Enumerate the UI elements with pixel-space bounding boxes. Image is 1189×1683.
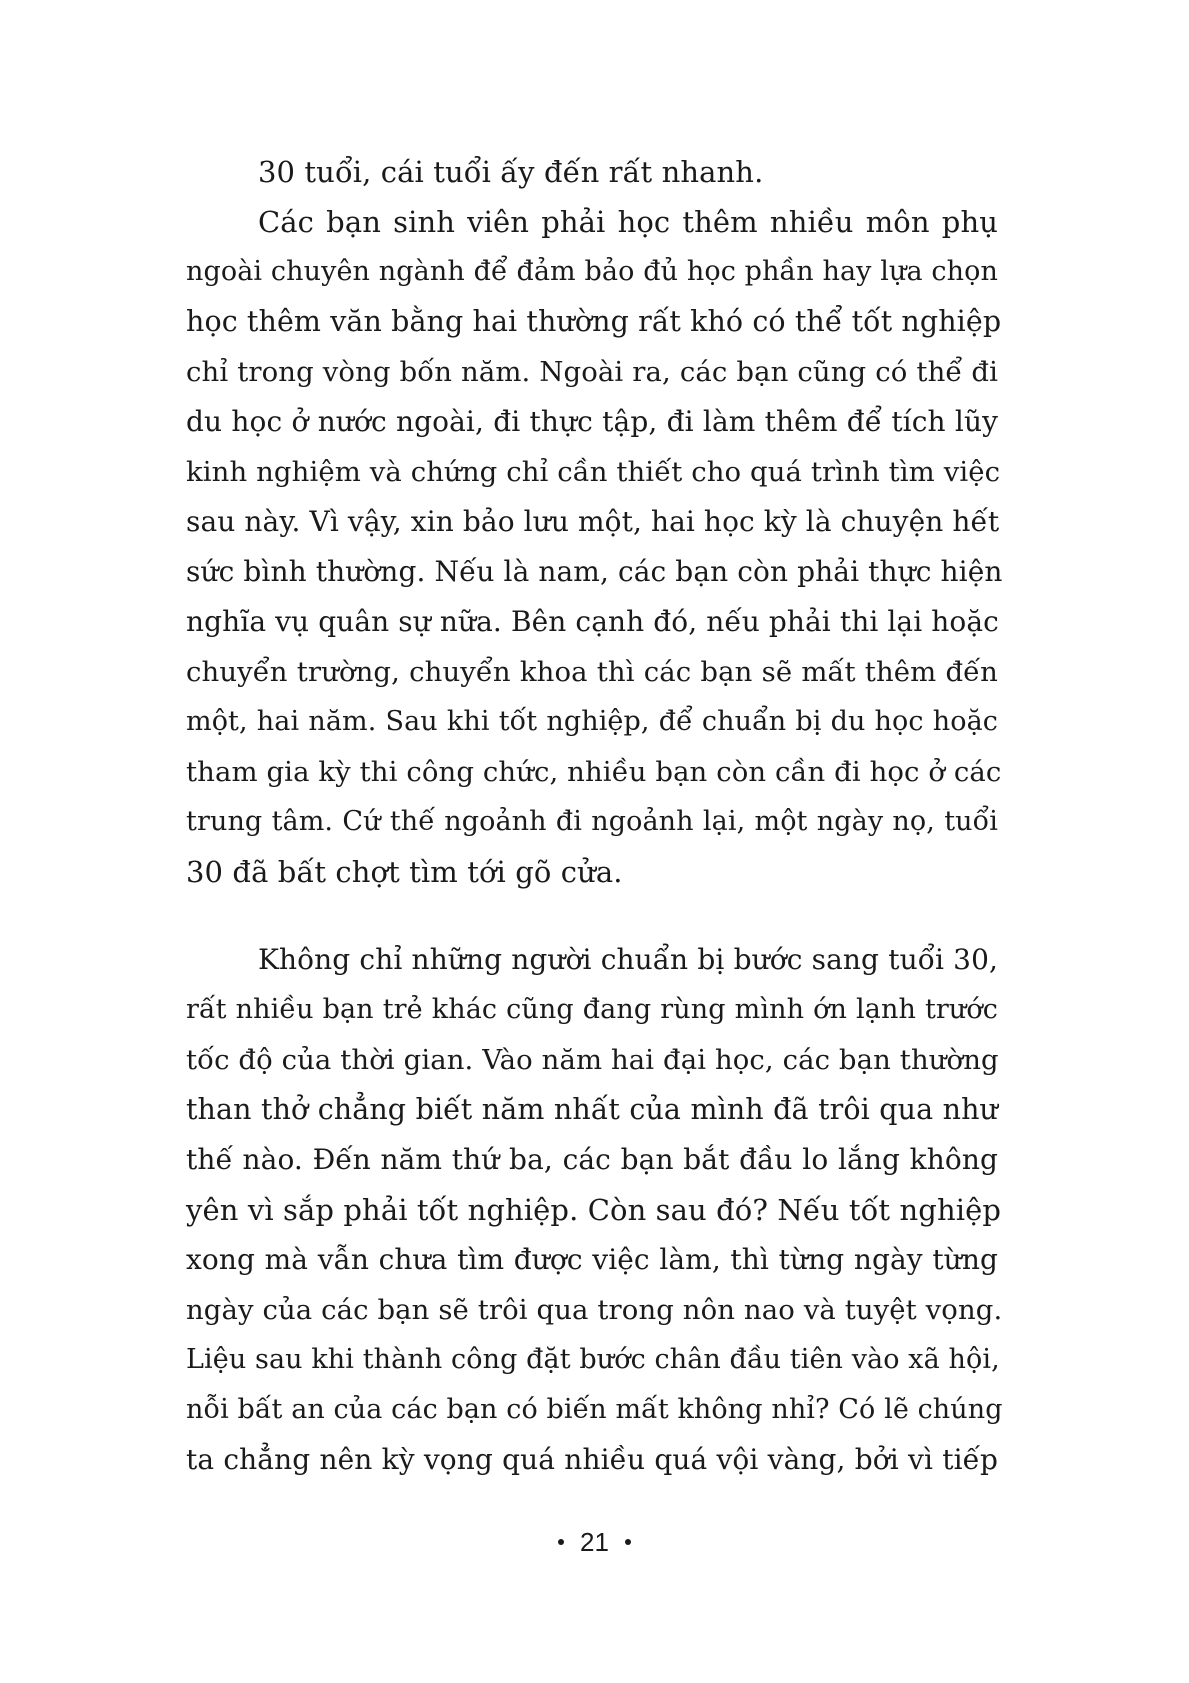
paragraph-2-line: sau này. Vì vậy, xin bảo lưu một, hai học kỳ là chuyện hết bbox=[186, 505, 1000, 538]
page-footer bbox=[0, 1522, 1189, 1562]
paragraph-2-line: nghĩa vụ quân sự nữa. Bên cạnh đó, nếu phải thi lại hoặc bbox=[186, 605, 999, 638]
paragraph-3-line: Không chỉ những người chuẩn bị bước sang tuổi 30, bbox=[258, 943, 998, 976]
paragraph-2-line: ngoài chuyên ngành để đảm bảo đủ học phần hay lựa chọn bbox=[186, 256, 998, 287]
paragraph-2-line: trung tâm. Cứ thế ngoảnh đi ngoảnh lại, một ngày nọ, tuổi bbox=[186, 806, 998, 837]
paragraph-2-line: sức bình thường. Nếu là nam, các bạn còn phải thực hiện bbox=[186, 555, 1003, 588]
paragraph-3-line: xong mà vẫn chưa tìm được việc làm, thì từng ngày từng bbox=[186, 1243, 998, 1276]
paragraph-2-line: du học ở nước ngoài, đi thực tập, đi làm thêm để tích lũy bbox=[186, 405, 998, 438]
bullet-dot-icon bbox=[625, 1539, 631, 1545]
page-number: 21 bbox=[580, 1527, 609, 1557]
paragraph-3-line: yên vì sắp phải tốt nghiệp. Còn sau đó? Nếu tốt nghiệp bbox=[186, 1193, 1002, 1227]
bullet-dot-icon bbox=[558, 1539, 564, 1545]
paragraph-2-line: 30 đã bất chợt tìm tới gõ cửa. bbox=[186, 855, 623, 889]
paragraph-3-line: than thở chẳng biết năm nhất của mình đã trôi qua như bbox=[186, 1093, 998, 1126]
paragraph-2-line: Các bạn sinh viên phải học thêm nhiều môn phụ bbox=[258, 205, 998, 239]
text-block-top bbox=[186, 147, 1003, 897]
paragraph-3-line: ngày của các bạn sẽ trôi qua trong nôn nao và tuyệt vọng. bbox=[186, 1294, 1003, 1326]
paragraph-3-line: tốc độ của thời gian. Vào năm hai đại học, các bạn thường bbox=[186, 1044, 999, 1076]
paragraph-3-line: Liệu sau khi thành công đặt bước chân đầu tiên vào xã hội, bbox=[186, 1344, 1000, 1375]
paragraph-1-line: 30 tuổi, cái tuổi ấy đến rất nhanh. bbox=[258, 155, 764, 189]
paragraph-3-line: nỗi bất an của các bạn có biến mất không nhỉ? Có lẽ chúng bbox=[186, 1394, 1003, 1425]
paragraph-2-line: kinh nghiệm và chứng chỉ cần thiết cho quá trình tìm việc bbox=[186, 456, 1001, 488]
paragraph-2-line: học thêm văn bằng hai thường rất khó có thể tốt nghiệp bbox=[186, 305, 1002, 338]
paragraph-2-line: một, hai năm. Sau khi tốt nghiệp, để chuẩn bị du học hoặc bbox=[186, 706, 998, 737]
paragraph-2-line: chỉ trong vòng bốn năm. Ngoài ra, các bạn cũng có thể đi bbox=[186, 356, 998, 388]
paragraph-3-line: rất nhiều bạn trẻ khác cũng đang rùng mình ớn lạnh trước bbox=[186, 994, 998, 1025]
paragraph-2-line: tham gia kỳ thi công chức, nhiều bạn còn cần đi học ở các bbox=[186, 756, 1002, 788]
paragraph-3-line: thế nào. Đến năm thứ ba, các bạn bắt đầu lo lắng không bbox=[186, 1143, 998, 1176]
text-block-bottom bbox=[186, 935, 1003, 1485]
paragraph-3-line: ta chẳng nên kỳ vọng quá nhiều quá vội vàng, bởi vì tiếp bbox=[186, 1443, 998, 1476]
paragraph-2-line: chuyển trường, chuyển khoa thì các bạn sẽ mất thêm đến bbox=[186, 656, 998, 688]
